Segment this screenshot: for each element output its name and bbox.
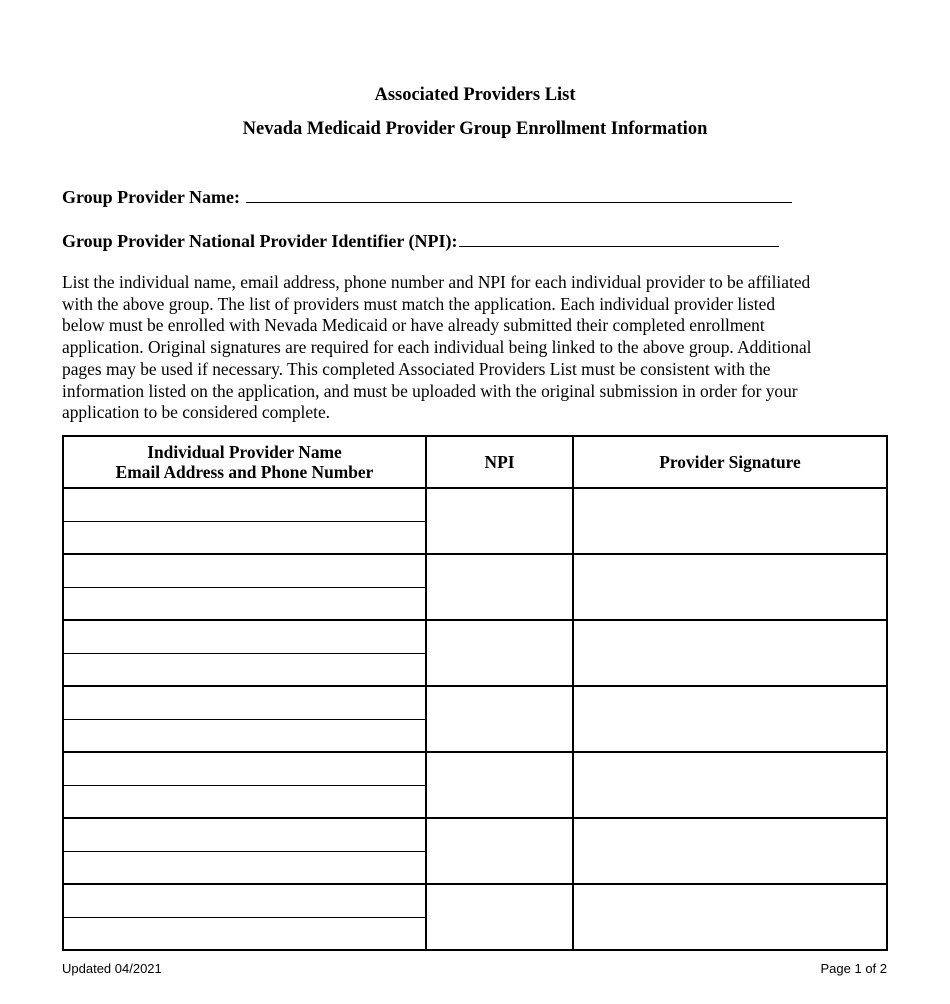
provider-signature-field[interactable]: [573, 620, 887, 686]
group-npi-label: Group Provider National Provider Identifier (NPI):: [62, 231, 458, 251]
provider-npi-field[interactable]: [426, 752, 573, 818]
instructions-line: pages may be used if necessary. This completed Associated Providers List must be consistent with the: [62, 358, 771, 379]
table-row: [63, 686, 887, 752]
provider-contact-field[interactable]: [64, 720, 425, 752]
provider-name-field[interactable]: [64, 489, 425, 522]
instructions-line: application. Original signatures are required for each individual being linked to the above group. Additional: [62, 337, 812, 358]
provider-signature-field[interactable]: [573, 686, 887, 752]
group-provider-name-row: [62, 185, 792, 208]
table-row: [63, 752, 887, 818]
provider-name-cell: [63, 752, 426, 818]
provider-name-field[interactable]: [64, 621, 425, 654]
provider-signature-field[interactable]: [573, 488, 887, 554]
provider-signature-field[interactable]: [573, 752, 887, 818]
group-provider-name-label: Group Provider Name:: [62, 187, 240, 207]
provider-name-cell: [63, 884, 426, 950]
provider-name-field[interactable]: [64, 753, 425, 786]
provider-name-field[interactable]: [64, 687, 425, 720]
provider-signature-field[interactable]: [573, 818, 887, 884]
instructions-line: List the individual name, email address, phone number and NPI for each individual provider to be affiliated: [62, 272, 811, 292]
provider-contact-field[interactable]: [64, 654, 425, 686]
provider-name-cell: [63, 488, 426, 554]
provider-contact-field[interactable]: [64, 588, 425, 620]
provider-npi-field[interactable]: [426, 554, 573, 620]
header-signature: Provider Signature: [573, 436, 887, 488]
instructions-line: application to be considered complete.: [62, 402, 331, 423]
document-title: Associated Providers List: [374, 85, 576, 105]
table-row: [63, 488, 887, 554]
provider-signature-field[interactable]: [573, 554, 887, 620]
table-header-row: [63, 436, 887, 488]
document-subtitle: Nevada Medicaid Provider Group Enrollment Information: [242, 119, 708, 139]
provider-signature-field[interactable]: [573, 884, 887, 950]
provider-name-cell: [63, 620, 426, 686]
provider-contact-field[interactable]: [64, 918, 425, 950]
group-provider-name-field[interactable]: [246, 185, 792, 203]
provider-contact-field[interactable]: [64, 522, 425, 554]
provider-npi-field[interactable]: [426, 686, 573, 752]
table-row: [63, 818, 887, 884]
provider-npi-field[interactable]: [426, 884, 573, 950]
provider-name-cell: [63, 818, 426, 884]
footer-updated: Updated 04/2021: [62, 961, 162, 976]
providers-table: [62, 435, 888, 951]
footer-page-number: Page 1 of 2: [820, 961, 887, 976]
table-row: [63, 620, 887, 686]
header-provider-name-line1: Individual Provider Name: [147, 442, 342, 462]
provider-npi-field[interactable]: [426, 488, 573, 554]
header-provider-name: [63, 436, 426, 488]
header-npi: NPI: [426, 436, 573, 488]
table-body: [63, 488, 887, 950]
provider-name-field[interactable]: [64, 885, 425, 918]
provider-contact-field[interactable]: [64, 786, 425, 818]
provider-name-field[interactable]: [64, 819, 425, 852]
group-npi-row: [62, 229, 779, 252]
provider-name-cell: [63, 554, 426, 620]
instructions-line: with the above group. The list of providers must match the application. Each individual provider listed: [62, 293, 776, 314]
table-row: [63, 554, 887, 620]
provider-name-cell: [63, 686, 426, 752]
provider-npi-field[interactable]: [426, 620, 573, 686]
instructions-paragraph: [62, 272, 888, 424]
group-npi-field[interactable]: [459, 229, 779, 247]
header-provider-name-line2: Email Address and Phone Number: [115, 462, 374, 482]
table-row: [63, 884, 887, 950]
instructions-line: information listed on the application, and must be uploaded with the original submission in order for your: [62, 380, 798, 401]
provider-contact-field[interactable]: [64, 852, 425, 884]
provider-name-field[interactable]: [64, 555, 425, 588]
provider-npi-field[interactable]: [426, 818, 573, 884]
instructions-line: below must be enrolled with Nevada Medicaid or have already submitted their completed enrollment: [62, 315, 765, 336]
